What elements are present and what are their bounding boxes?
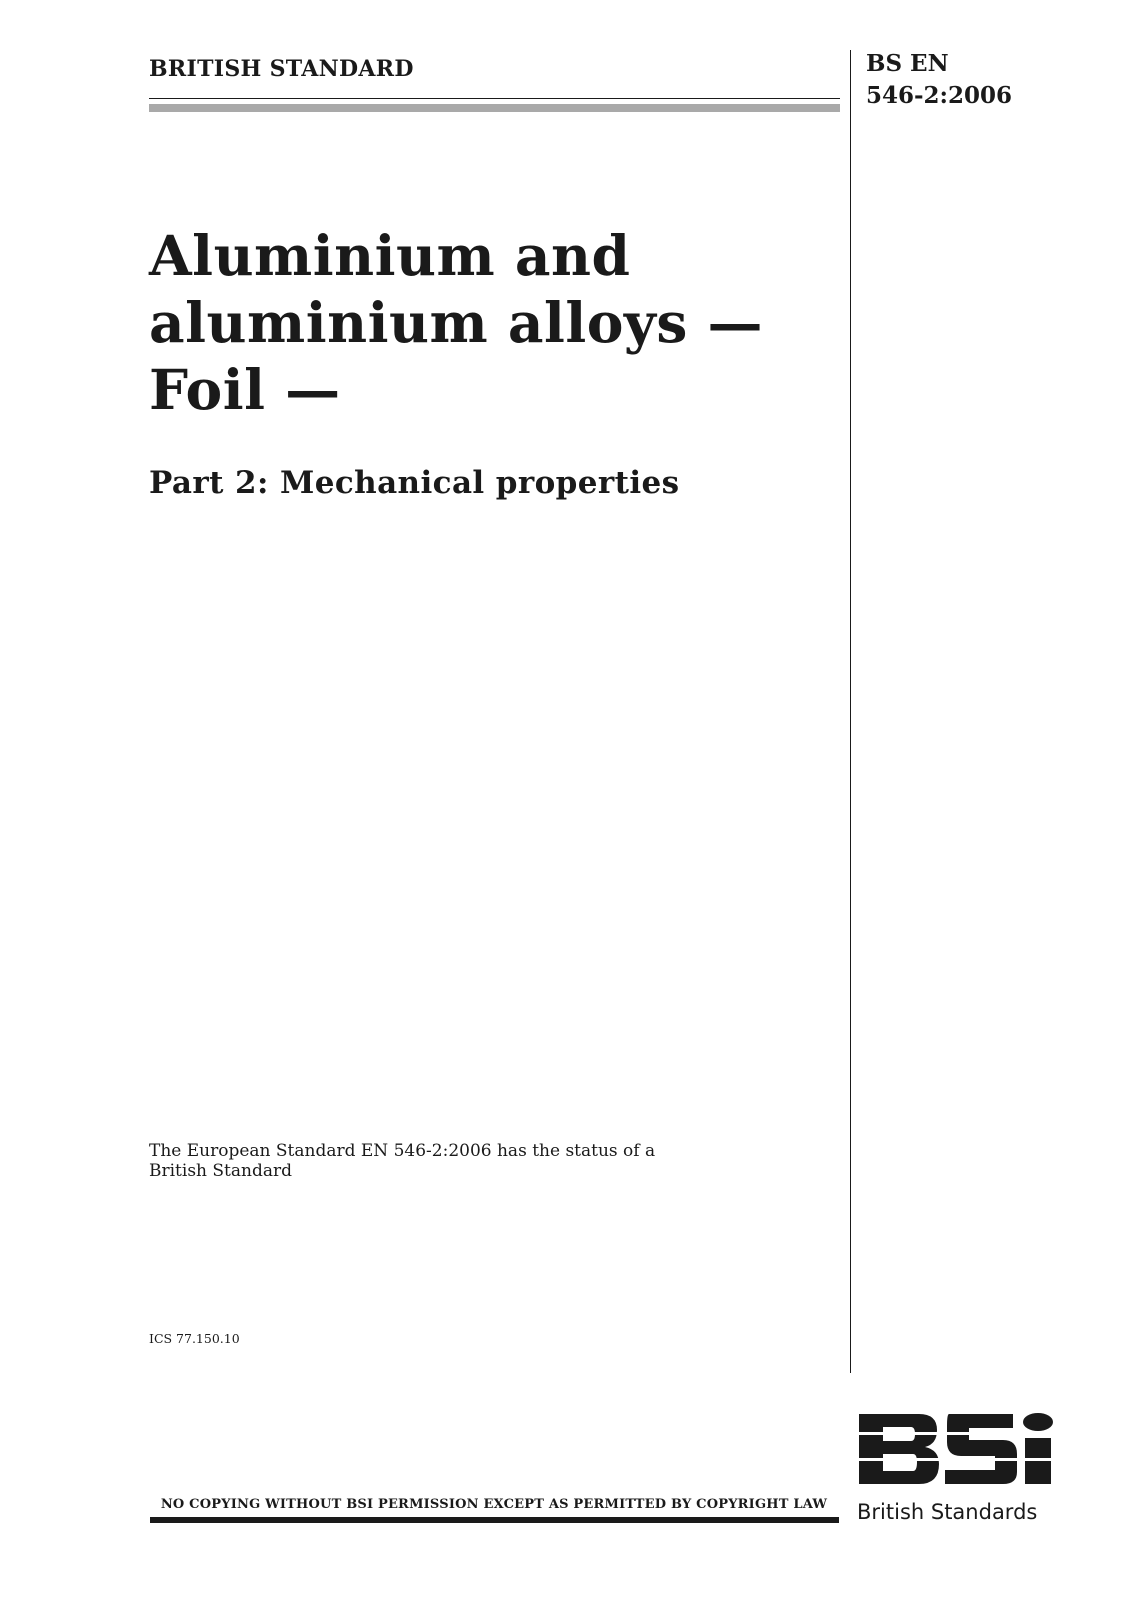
standard-number [866, 48, 1012, 112]
header-rule-thin [149, 98, 840, 99]
status-statement: The European Standard EN 546-2:2006 has the status of a British Standard [149, 1141, 656, 1181]
document-subtitle: Part 2: Mechanical properties [149, 465, 680, 501]
bsi-logo-caption: British Standards [857, 1500, 1038, 1524]
ics-code: ICS 77.150.10 [149, 1331, 240, 1346]
standard-number-code: 546-2:2006 [866, 82, 1013, 109]
copyright-notice: NO COPYING WITHOUT BSI PERMISSION EXCEPT AS PERMITTED BY COPYRIGHT LAW [160, 1497, 828, 1512]
bsi-logo-letter-i-dot [1023, 1413, 1053, 1431]
vertical-divider [850, 50, 851, 1373]
bsi-logo-letter-s [945, 1414, 1017, 1484]
standard-number-prefix: BS EN [866, 50, 949, 77]
title-line: Foil — [149, 357, 341, 422]
title-line: aluminium alloys — [149, 290, 763, 355]
footer-rule [150, 1517, 839, 1523]
header-rule-grey [149, 104, 840, 112]
document-title [149, 222, 839, 423]
title-line: Aluminium and [149, 223, 631, 288]
document-type-label: BRITISH STANDARD [149, 56, 414, 82]
bsi-logo-letter-b [859, 1414, 939, 1484]
